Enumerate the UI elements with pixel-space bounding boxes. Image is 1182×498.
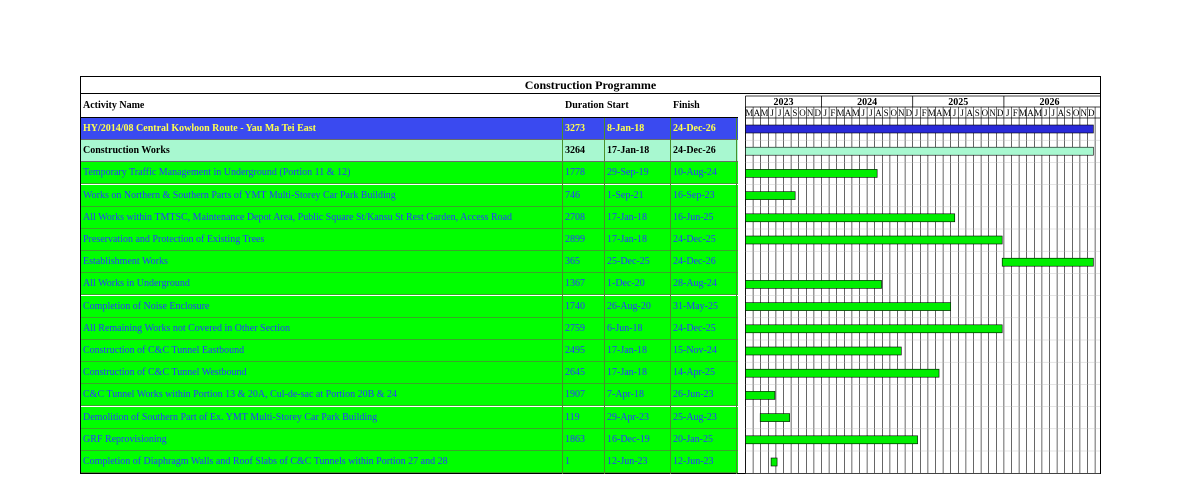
month-label: M	[745, 108, 754, 118]
activity-duration-cell: 1863	[565, 433, 585, 445]
activity-finish-cell: 24-Dec-25	[673, 234, 716, 245]
month-label: J	[823, 108, 828, 118]
table-row[interactable]	[81, 229, 738, 251]
activity-duration-cell: 3264	[565, 145, 585, 157]
activity-start-cell: 25-Dec-25	[607, 256, 650, 268]
month-label: J	[960, 108, 964, 118]
year-label: 2025	[948, 97, 969, 108]
activity-finish-cell: 14-Apr-25	[673, 367, 716, 379]
month-label: J	[869, 108, 873, 118]
month-label: J	[770, 108, 774, 118]
activity-start-cell: 6-Jun-18	[607, 322, 643, 334]
activity-name-cell: Preservation and Protection of Existing Trees	[83, 234, 265, 245]
month-label: F	[921, 108, 927, 118]
month-label: N	[989, 108, 996, 118]
finish-header: Finish	[673, 100, 700, 111]
month-label: A	[844, 108, 852, 118]
gantt-bar	[746, 192, 796, 200]
gantt-bar	[771, 458, 777, 466]
month-label: M	[927, 108, 936, 118]
activity-finish-cell: 10-Aug-24	[673, 167, 717, 179]
activity-finish-cell: 20-Jan-25	[673, 433, 713, 445]
month-label: J	[952, 108, 957, 118]
activity-duration-cell: 2495	[565, 345, 585, 356]
year-label: 2026	[1039, 97, 1060, 108]
activity-finish-cell: 24-Dec-26	[673, 123, 716, 134]
column-separator	[736, 118, 737, 474]
activity-duration-cell: 1907	[565, 389, 585, 401]
activity-name-cell: Works on Northern & Southern Parts of YMT Multi-Storey Car Park Building	[83, 189, 396, 201]
table-row[interactable]	[81, 207, 738, 229]
activity-start-cell: 29-Apr-23	[607, 411, 650, 423]
gantt-bar	[746, 236, 1003, 244]
month-label: N	[898, 108, 905, 118]
activity-duration-cell: 365	[565, 256, 580, 268]
duration-header: Duration	[565, 100, 604, 111]
month-label: O	[981, 108, 989, 118]
activity-duration-cell: 2899	[565, 234, 585, 245]
month-label: M	[836, 108, 845, 118]
activity-finish-cell: 24-Dec-26	[673, 256, 716, 268]
activity-name-cell: Construction Works	[83, 145, 170, 157]
project-row[interactable]	[81, 118, 738, 140]
activity-duration-cell: 119	[565, 411, 580, 423]
month-label: O	[1072, 108, 1080, 118]
month-label: J	[777, 108, 782, 118]
activity-finish-cell: 24-Dec-26	[673, 145, 716, 157]
gantt-bar	[746, 436, 918, 444]
activity-finish-cell: 28-Aug-24	[673, 278, 717, 290]
activity-name-cell: Construction of C&C Tunnel Westbound	[83, 367, 247, 379]
month-label: D	[905, 108, 913, 118]
month-label: M	[760, 108, 769, 118]
gantt-bar	[746, 347, 902, 355]
month-label: A	[875, 108, 882, 118]
table-row[interactable]	[81, 251, 738, 273]
column-separator	[670, 118, 671, 474]
activity-start-cell: 1-Dec-20	[607, 278, 645, 290]
table-row[interactable]	[81, 340, 738, 362]
table-row[interactable]	[81, 273, 738, 295]
month-label: A	[936, 108, 943, 118]
table-row[interactable]	[81, 318, 738, 340]
gantt-bar	[746, 280, 882, 288]
month-label: D	[814, 108, 821, 118]
month-label: M	[1034, 108, 1043, 118]
year-label: 2024	[857, 97, 878, 108]
month-label: J	[1043, 108, 1048, 118]
activity-name-cell: Completion of Diaphragm Walls and Roof Slabs of C&C Tunnels within Portion 27 and 28	[83, 456, 448, 467]
gantt-bar	[760, 414, 789, 422]
activity-duration-cell: 1740	[565, 300, 585, 312]
month-label: A	[1027, 108, 1034, 118]
column-separator	[604, 118, 605, 474]
month-label: A	[1057, 108, 1065, 118]
table-row[interactable]	[81, 384, 738, 406]
activity-duration-cell: 2708	[565, 211, 585, 223]
gantt-bar	[746, 303, 951, 311]
month-label: D	[1088, 108, 1095, 118]
activity-name-cell: All Works in Underground	[83, 278, 190, 290]
table-row[interactable]	[81, 185, 738, 207]
month-label: A	[753, 108, 761, 118]
activity-finish-cell: 12-Jun-23	[673, 456, 714, 467]
activity-finish-cell: 15-Nov-24	[673, 345, 717, 356]
activity-finish-cell: 31-May-25	[673, 300, 718, 312]
activity-duration-cell: 1367	[565, 278, 585, 290]
activity-start-cell: 26-Aug-20	[607, 300, 651, 312]
table-row[interactable]	[81, 296, 738, 318]
month-label: A	[966, 108, 973, 118]
activity-finish-cell: 16-Jun-25	[673, 211, 714, 223]
activity-name-cell: All Remaining Works not Covered in Other Section	[83, 322, 291, 334]
gantt-bar	[746, 391, 775, 399]
construction-programme-chart	[80, 76, 1101, 474]
activity-duration-cell: 1778	[565, 167, 585, 179]
month-label: O	[799, 108, 806, 118]
activity-name-cell: GRF Reprovisioning	[83, 433, 167, 445]
month-label: J	[1005, 108, 1010, 118]
gantt-bar	[1002, 258, 1093, 266]
activity-name-cell: Temporary Traffic Management in Underground (Portion 11 & 12)	[83, 167, 351, 179]
table-row[interactable]	[81, 162, 738, 184]
activity-start-cell: 17-Jan-18	[607, 345, 647, 356]
activity-start-cell: 17-Jan-18	[607, 234, 647, 245]
month-label: A	[784, 108, 791, 118]
activity-name-cell: C&C Tunnel Works within Portion 13 & 20A, Cul-de-sac at Portion 20B & 24	[83, 389, 398, 401]
gantt-bar	[746, 325, 1003, 333]
month-label: N	[806, 108, 814, 118]
month-label: J	[1051, 108, 1056, 118]
activity-duration-cell: 746	[565, 189, 580, 201]
gantt-bar	[746, 214, 955, 222]
table-row[interactable]	[81, 407, 738, 429]
table-row[interactable]	[81, 429, 738, 451]
activity-start-cell: 12-Jun-23	[607, 456, 648, 467]
month-label: F	[1012, 108, 1018, 118]
activity-finish-cell: 25-Aug-23	[673, 411, 717, 423]
month-label: S	[1065, 108, 1072, 118]
section-row[interactable]	[81, 140, 738, 162]
activity-finish-cell: 24-Dec-25	[673, 322, 716, 334]
chart-title: Construction Programme	[81, 77, 1100, 94]
activity-duration-cell: 2645	[565, 367, 585, 379]
activity-duration-cell: 3273	[565, 123, 585, 134]
section-summary-bar	[746, 147, 1094, 155]
activity-duration-cell: 1	[565, 456, 570, 467]
activity-start-cell: 16-Dec-19	[607, 433, 650, 445]
activity-start-cell: 8-Jan-18	[607, 123, 645, 134]
activity-name-header: Activity Name	[83, 100, 145, 111]
month-label: J	[914, 108, 919, 118]
activity-start-cell: 17-Jan-18	[607, 145, 650, 157]
activity-start-cell: 29-Sep-19	[607, 167, 649, 179]
table-row[interactable]	[81, 451, 738, 473]
activity-start-cell: 17-Jan-18	[607, 211, 647, 223]
project-summary-bar	[746, 125, 1094, 133]
month-label: M	[851, 108, 860, 118]
year-label: 2023	[773, 97, 794, 108]
activity-start-cell: 7-Apr-18	[607, 389, 645, 401]
month-label: N	[1080, 108, 1087, 118]
activity-name-cell: Completion of Noise Enclosure	[83, 300, 210, 312]
gantt-bar	[746, 169, 878, 177]
month-label: O	[890, 108, 897, 118]
activity-name-cell: Demolition of Southern Part of Ex. YMT Multi-Storey Car Park Building	[83, 411, 378, 423]
column-separator	[562, 118, 563, 474]
gantt-timeline	[743, 93, 1101, 474]
gantt-bar	[746, 369, 940, 377]
activity-name-cell: Construction of C&C Tunnel Eastbound	[83, 345, 245, 356]
month-label: S	[974, 108, 980, 118]
activity-finish-cell: 16-Sep-23	[673, 189, 715, 201]
month-label: S	[792, 108, 798, 118]
month-label: S	[883, 108, 889, 118]
activity-name-cell: All Works within TMTSC, Maintenance Depot Area, Public Square St/Kansu St Rest Garden, Access Road	[83, 211, 513, 223]
table-row[interactable]	[81, 362, 738, 384]
activity-start-cell: 1-Sep-21	[607, 189, 644, 201]
month-label: M	[1018, 108, 1027, 118]
month-label: D	[996, 108, 1004, 118]
month-label: F	[830, 108, 836, 118]
activity-duration-cell: 2759	[565, 322, 585, 334]
activity-name-cell: Establishment Works	[83, 256, 168, 268]
activity-start-cell: 17-Jan-18	[607, 367, 647, 379]
start-header: Start	[607, 100, 629, 111]
activity-name-cell: HY/2014/08 Central Kowloon Route - Yau Ma Tei East	[83, 123, 316, 134]
month-label: M	[942, 108, 951, 118]
activity-finish-cell: 26-Jun-23	[673, 389, 714, 401]
month-label: J	[861, 108, 866, 118]
